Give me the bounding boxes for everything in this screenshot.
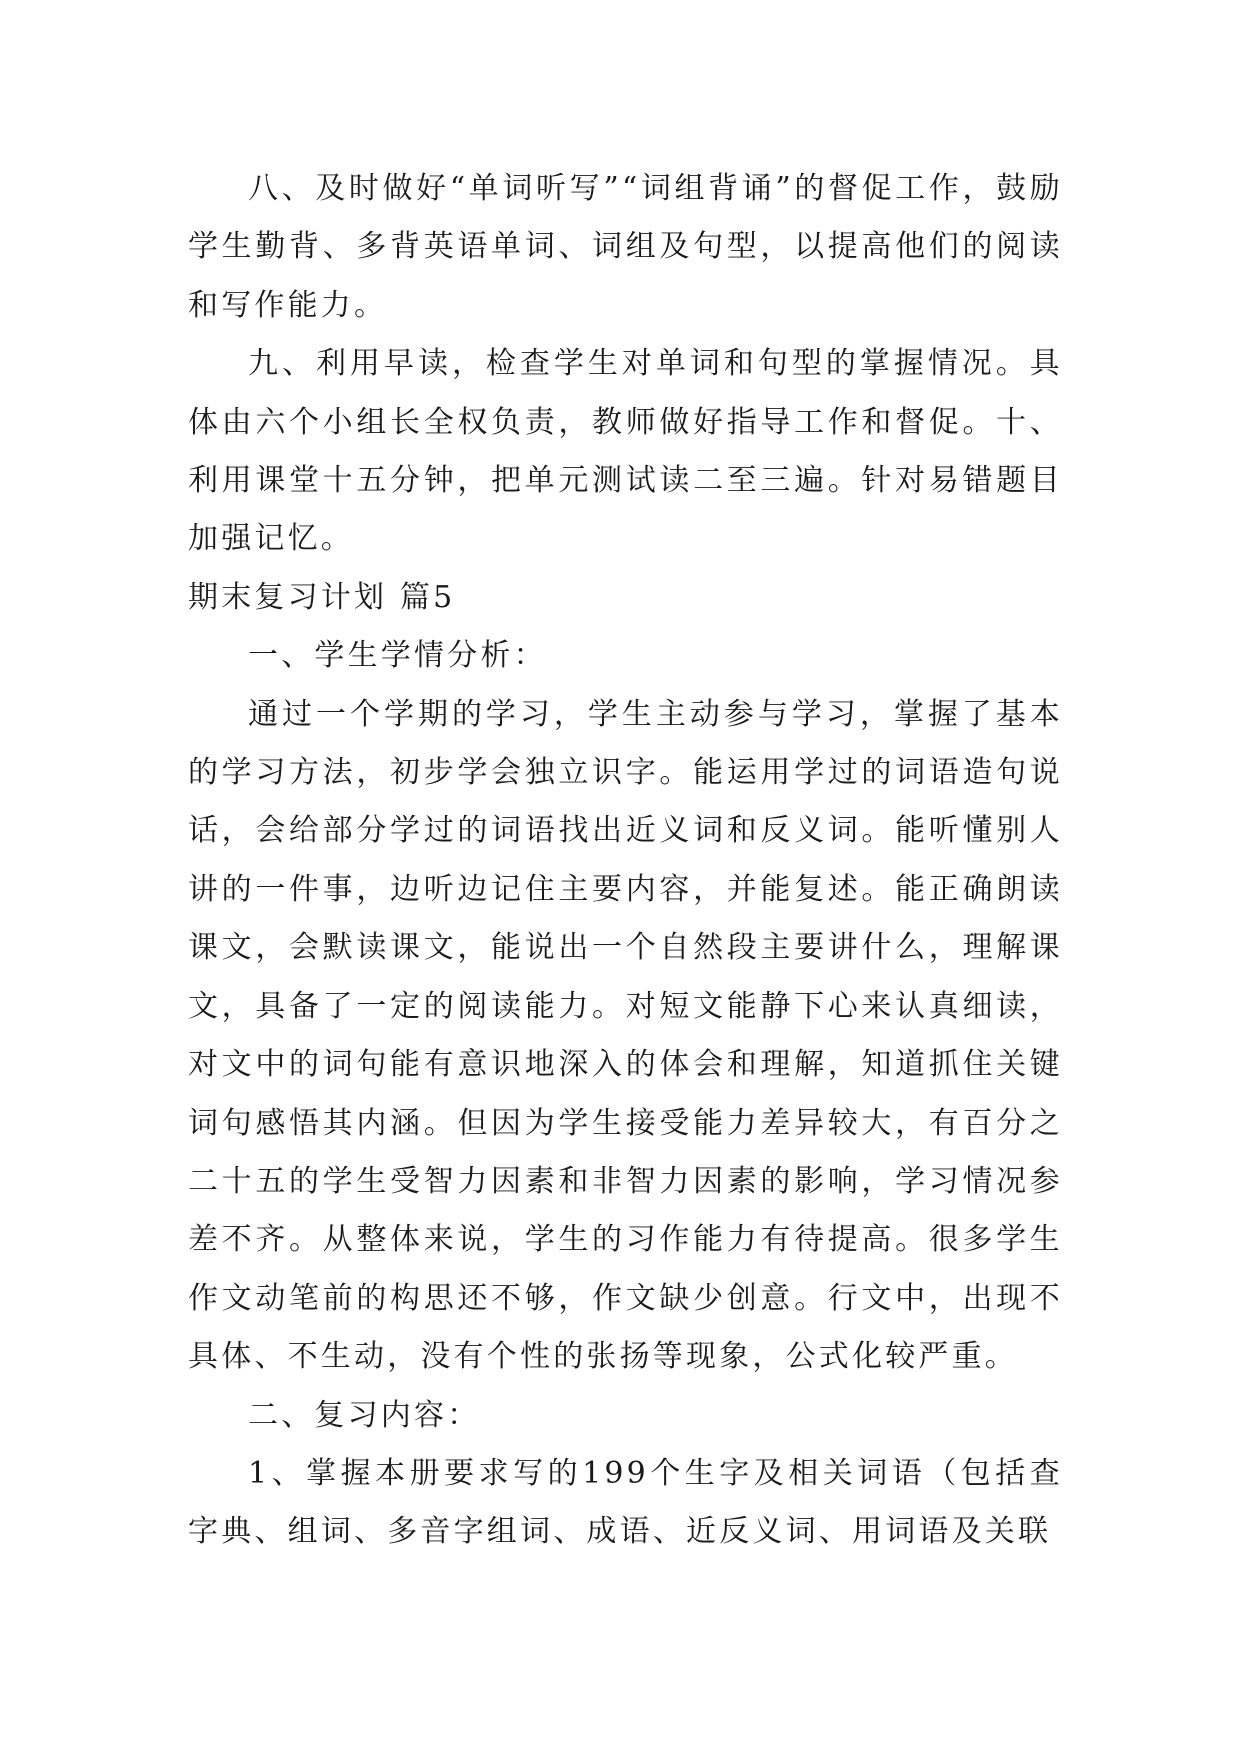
subheading-review-content: 二、复习内容： xyxy=(248,1397,481,1433)
section-heading: 期末复习计划 篇5 xyxy=(188,579,456,615)
paragraph-item-9: 九、利用早读，检查学生对单词和句型的掌握情况。具体由六个小组长全权负责，教师做好指导工作和督促。十、利用课堂十五分钟，把单元测试读二至三遍。针对易错题目加强记忆。 xyxy=(188,346,1063,557)
paragraph-item-8: 八、及时做好“单词听写”“词组背诵”的督促工作，鼓励学生勤背、多背英语单词、词组及句型，以提高他们的阅读和写作能力。 xyxy=(188,171,1063,323)
document-body xyxy=(188,160,1063,1562)
paragraph-review-item-1: 1、掌握本册要求写的199个生字及相关词语（包括查字典、组词、多音字组词、成语、近反义词、用词语及关联 xyxy=(188,1455,1063,1550)
subheading-student-analysis: 一、学生学情分析： xyxy=(248,638,547,674)
paragraph-student-analysis: 通过一个学期的学习，学生主动参与学习，掌握了基本的学习方法，初步学会独立识字。能运用学过的词语造句说话，会给部分学过的词语找出近义词和反义词。能听懂别人讲的一件事，边听边记住主要内容，并能复述。能正确朗读课文，会默读课文，能说出一个自然段主要讲什么，理解课文，具备了一定的阅读能力。对短文能静下心来认真细读，对文中的词句能有意识地深入的体会和理解，知道抓住关键词句感悟其内涵。但因为学生接受能力差异较大，有百分之二十五的学生受智力因素和非智力因素的影响，学习情况参差不齐。从整体来说，学生的习作能力有待提高。很多学生作文动笔前的构思还不够，作文缺少创意。行文中，出现不具体、不生动，没有个性的张扬等现象，公式化较严重。 xyxy=(188,696,1063,1375)
